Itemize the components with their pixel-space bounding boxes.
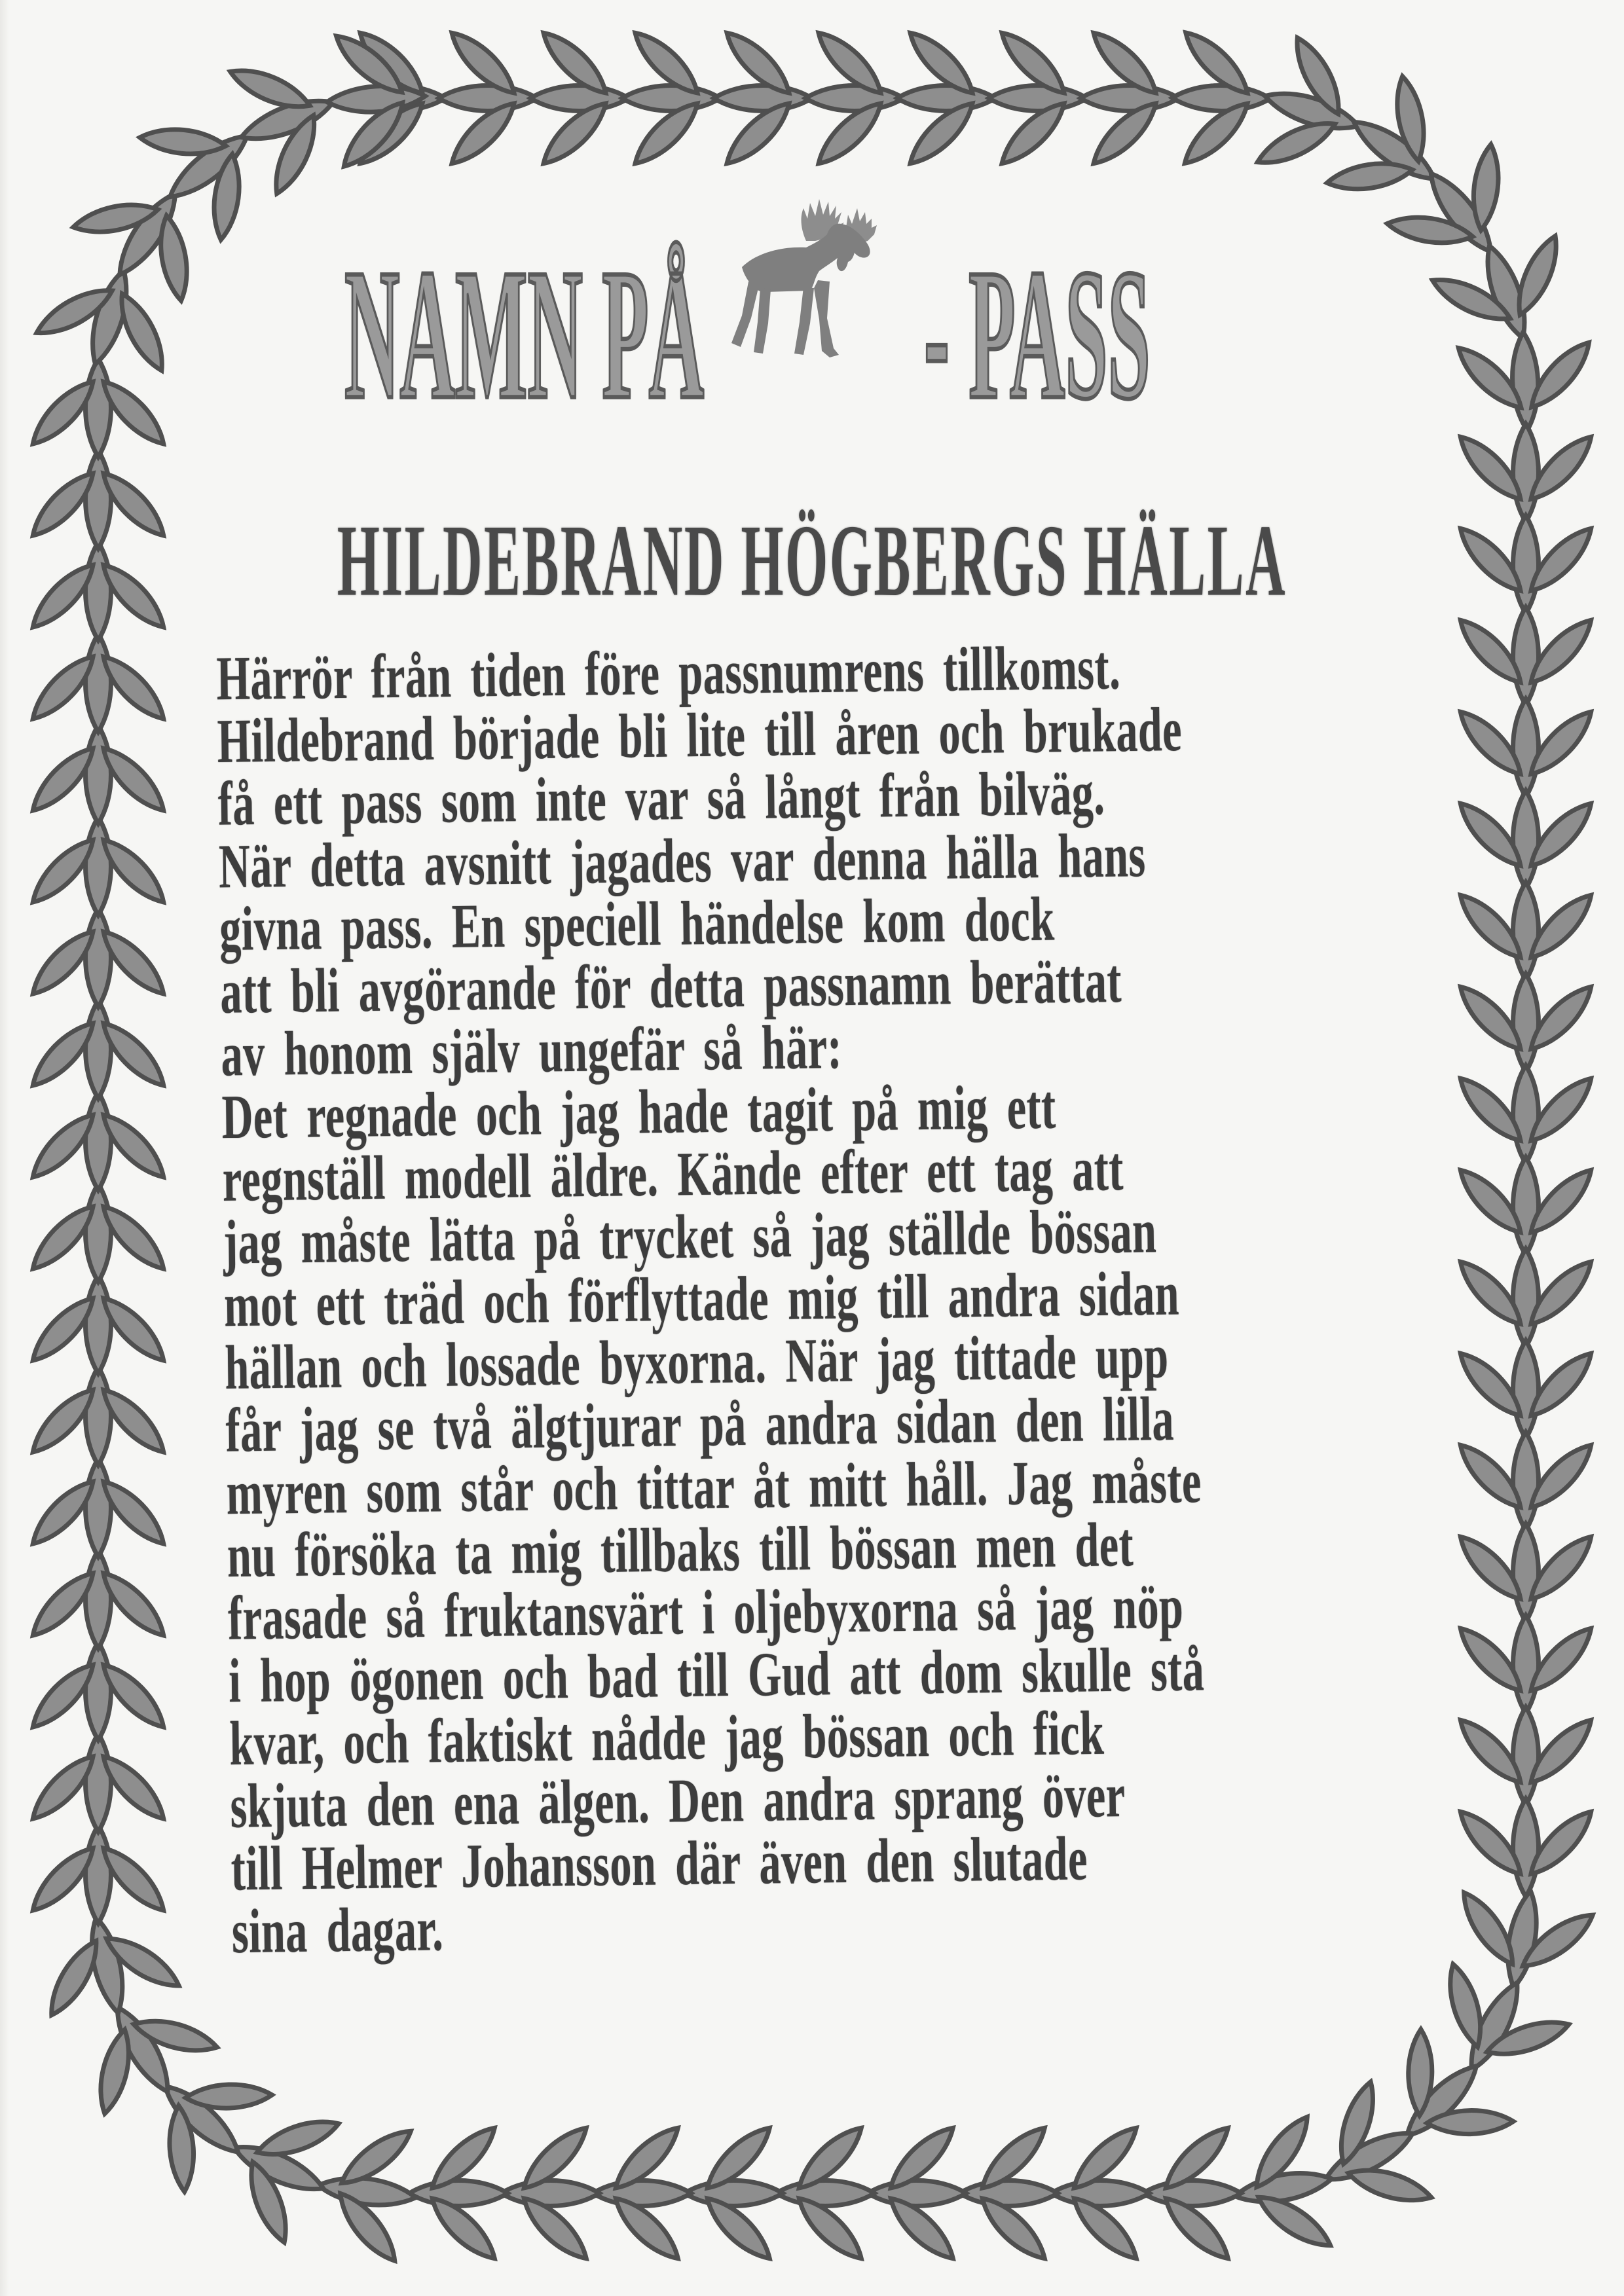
title-right-text: - PASS <box>924 231 1151 439</box>
page-title <box>0 231 1480 439</box>
story-line: givna pass. En speciell händelse kom dock <box>219 884 1056 964</box>
story-line: regnställ modell äldre. Kände efter ett tag att <box>222 1134 1124 1215</box>
story-line: Hildebrand började bli lite till åren och brukade <box>217 695 1183 776</box>
story-line: Det regnade och jag hade tagit på mig ett <box>221 1072 1057 1152</box>
subtitle: HILDEBRAND HÖGBERGS HÄLLA <box>337 503 1287 618</box>
story-text <box>215 632 1515 1967</box>
story-line: sina dagar. <box>231 1895 444 1967</box>
story-line: frasade så fruktansvärt i oljebyxorna så jag nöp <box>227 1572 1184 1654</box>
title-left-text: NAMN PÅ <box>344 231 705 439</box>
story-line: jag måste lätta på trycket så jag ställde bössan <box>223 1197 1157 1278</box>
story-line: Härrör från tiden före passnumrens tillkomst. <box>215 633 1121 714</box>
story-line: När detta avsnitt jagades var denna hälla hans <box>218 820 1147 902</box>
story-line: att bli avgörande för detta passnamn berättat <box>219 946 1122 1027</box>
story-line: myren som står och tittar åt mitt håll. Jag måste <box>226 1447 1202 1529</box>
story-line: kvar, och faktiskt nådde jag bössan och fick <box>229 1698 1105 1779</box>
story-line: hällan och lossade byxorna. När jag tittade upp <box>224 1322 1170 1403</box>
story-line: mot ett träd och förflyttade mig till andra sidan <box>223 1259 1180 1340</box>
story-line: av honom själv ungefär så här: <box>220 1012 843 1090</box>
story-line: får jag se två älgtjurar på andra sidan den lilla <box>225 1384 1175 1466</box>
moose-icon <box>722 190 906 399</box>
story-line: nu försöka ta mig tillbaks till bössan men det <box>227 1510 1134 1591</box>
story-line: skjuta den ena älgen. Den andra sprang över <box>229 1760 1126 1842</box>
story-line: till Helmer Johansson där även den slutade <box>231 1824 1088 1904</box>
story-line: få ett pass som inte var så långt från bilväg. <box>217 759 1105 839</box>
moose-silhouette <box>731 199 877 357</box>
story-line: i hop ögonen och bad till Gud att dom skulle stå <box>228 1635 1205 1717</box>
